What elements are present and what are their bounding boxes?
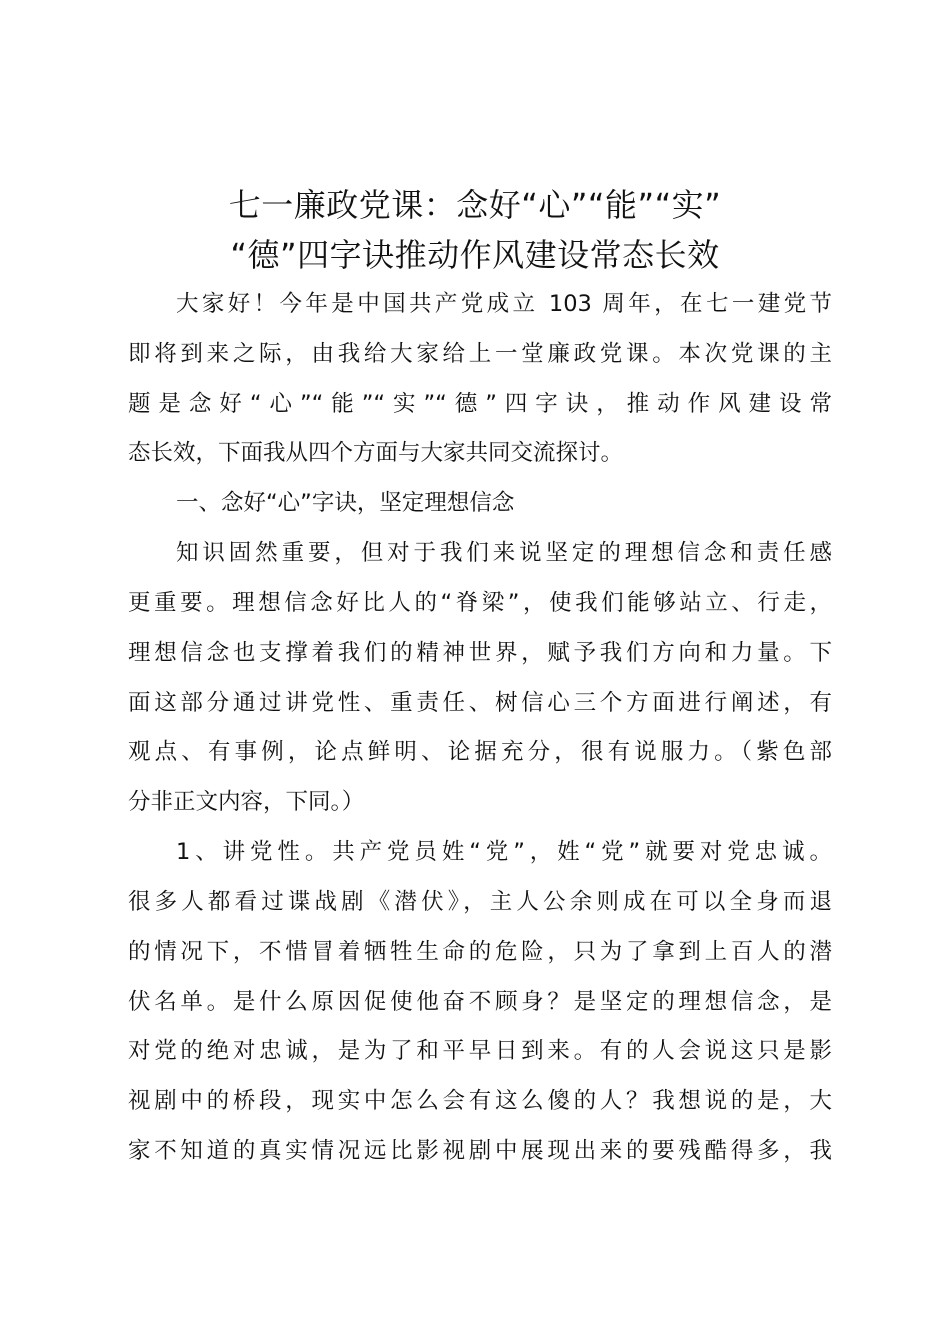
paragraph-line: 态长效，下面我从四个方面与大家共同交流探讨。 — [128, 440, 624, 466]
paragraph-line: 大家好！今年是中国共产党成立 103 周年，在七一建党节 — [176, 291, 832, 317]
paragraph-line: 1、讲党性。共产党员姓“党”，姓“党”就要对党忠诚。 — [176, 839, 832, 865]
paragraph-line: 更重要。理想信念好比人的“脊梁”，使我们能够站立、行走， — [128, 590, 832, 616]
paragraph-line: 的情况下，不惜冒着牺牲生命的危险，只为了拿到上百人的潜 — [128, 939, 832, 965]
paragraph-line: 知识固然重要，但对于我们来说坚定的理想信念和责任感 — [176, 540, 832, 566]
paragraph-line: 分非正文内容，下同。） — [128, 789, 365, 815]
paragraph-line: 面这部分通过讲党性、重责任、树信心三个方面进行阐述，有 — [128, 690, 832, 716]
document-title-line-1: 七一廉政党课：念好“心”“能”“实” — [228, 186, 722, 224]
document-title-line-2: “德”四字诀推动作风建设常态长效 — [230, 236, 720, 274]
paragraph-line: 理想信念也支撑着我们的精神世界，赋予我们方向和力量。下 — [128, 640, 832, 666]
paragraph-line: 伏名单。是什么原因促使他奋不顾身？是坚定的理想信念，是 — [128, 989, 832, 1015]
paragraph-line: 很多人都看过谍战剧《潜伏》，主人公余则成在可以全身而退 — [128, 889, 832, 915]
section-heading: 一、念好“心”字诀，坚定理想信念 — [176, 490, 515, 516]
paragraph-line: 家不知道的真实情况远比影视剧中展现出来的要残酷得多，我 — [128, 1138, 832, 1164]
paragraph-line: 即将到来之际，由我给大家给上一堂廉政党课。本次党课的主 — [128, 341, 832, 367]
paragraph-line: 观点、有事例，论点鲜明、论据充分，很有说服力。（紫色部 — [128, 739, 832, 765]
paragraph-line: 题是念好“心”“能”“实”“德”四字诀，推动作风建设常 — [128, 391, 832, 417]
paragraph-line: 视剧中的桥段，现实中怎么会有这么傻的人？我想说的是，大 — [128, 1088, 832, 1114]
paragraph-line: 对党的绝对忠诚，是为了和平早日到来。有的人会说这只是影 — [128, 1038, 832, 1064]
